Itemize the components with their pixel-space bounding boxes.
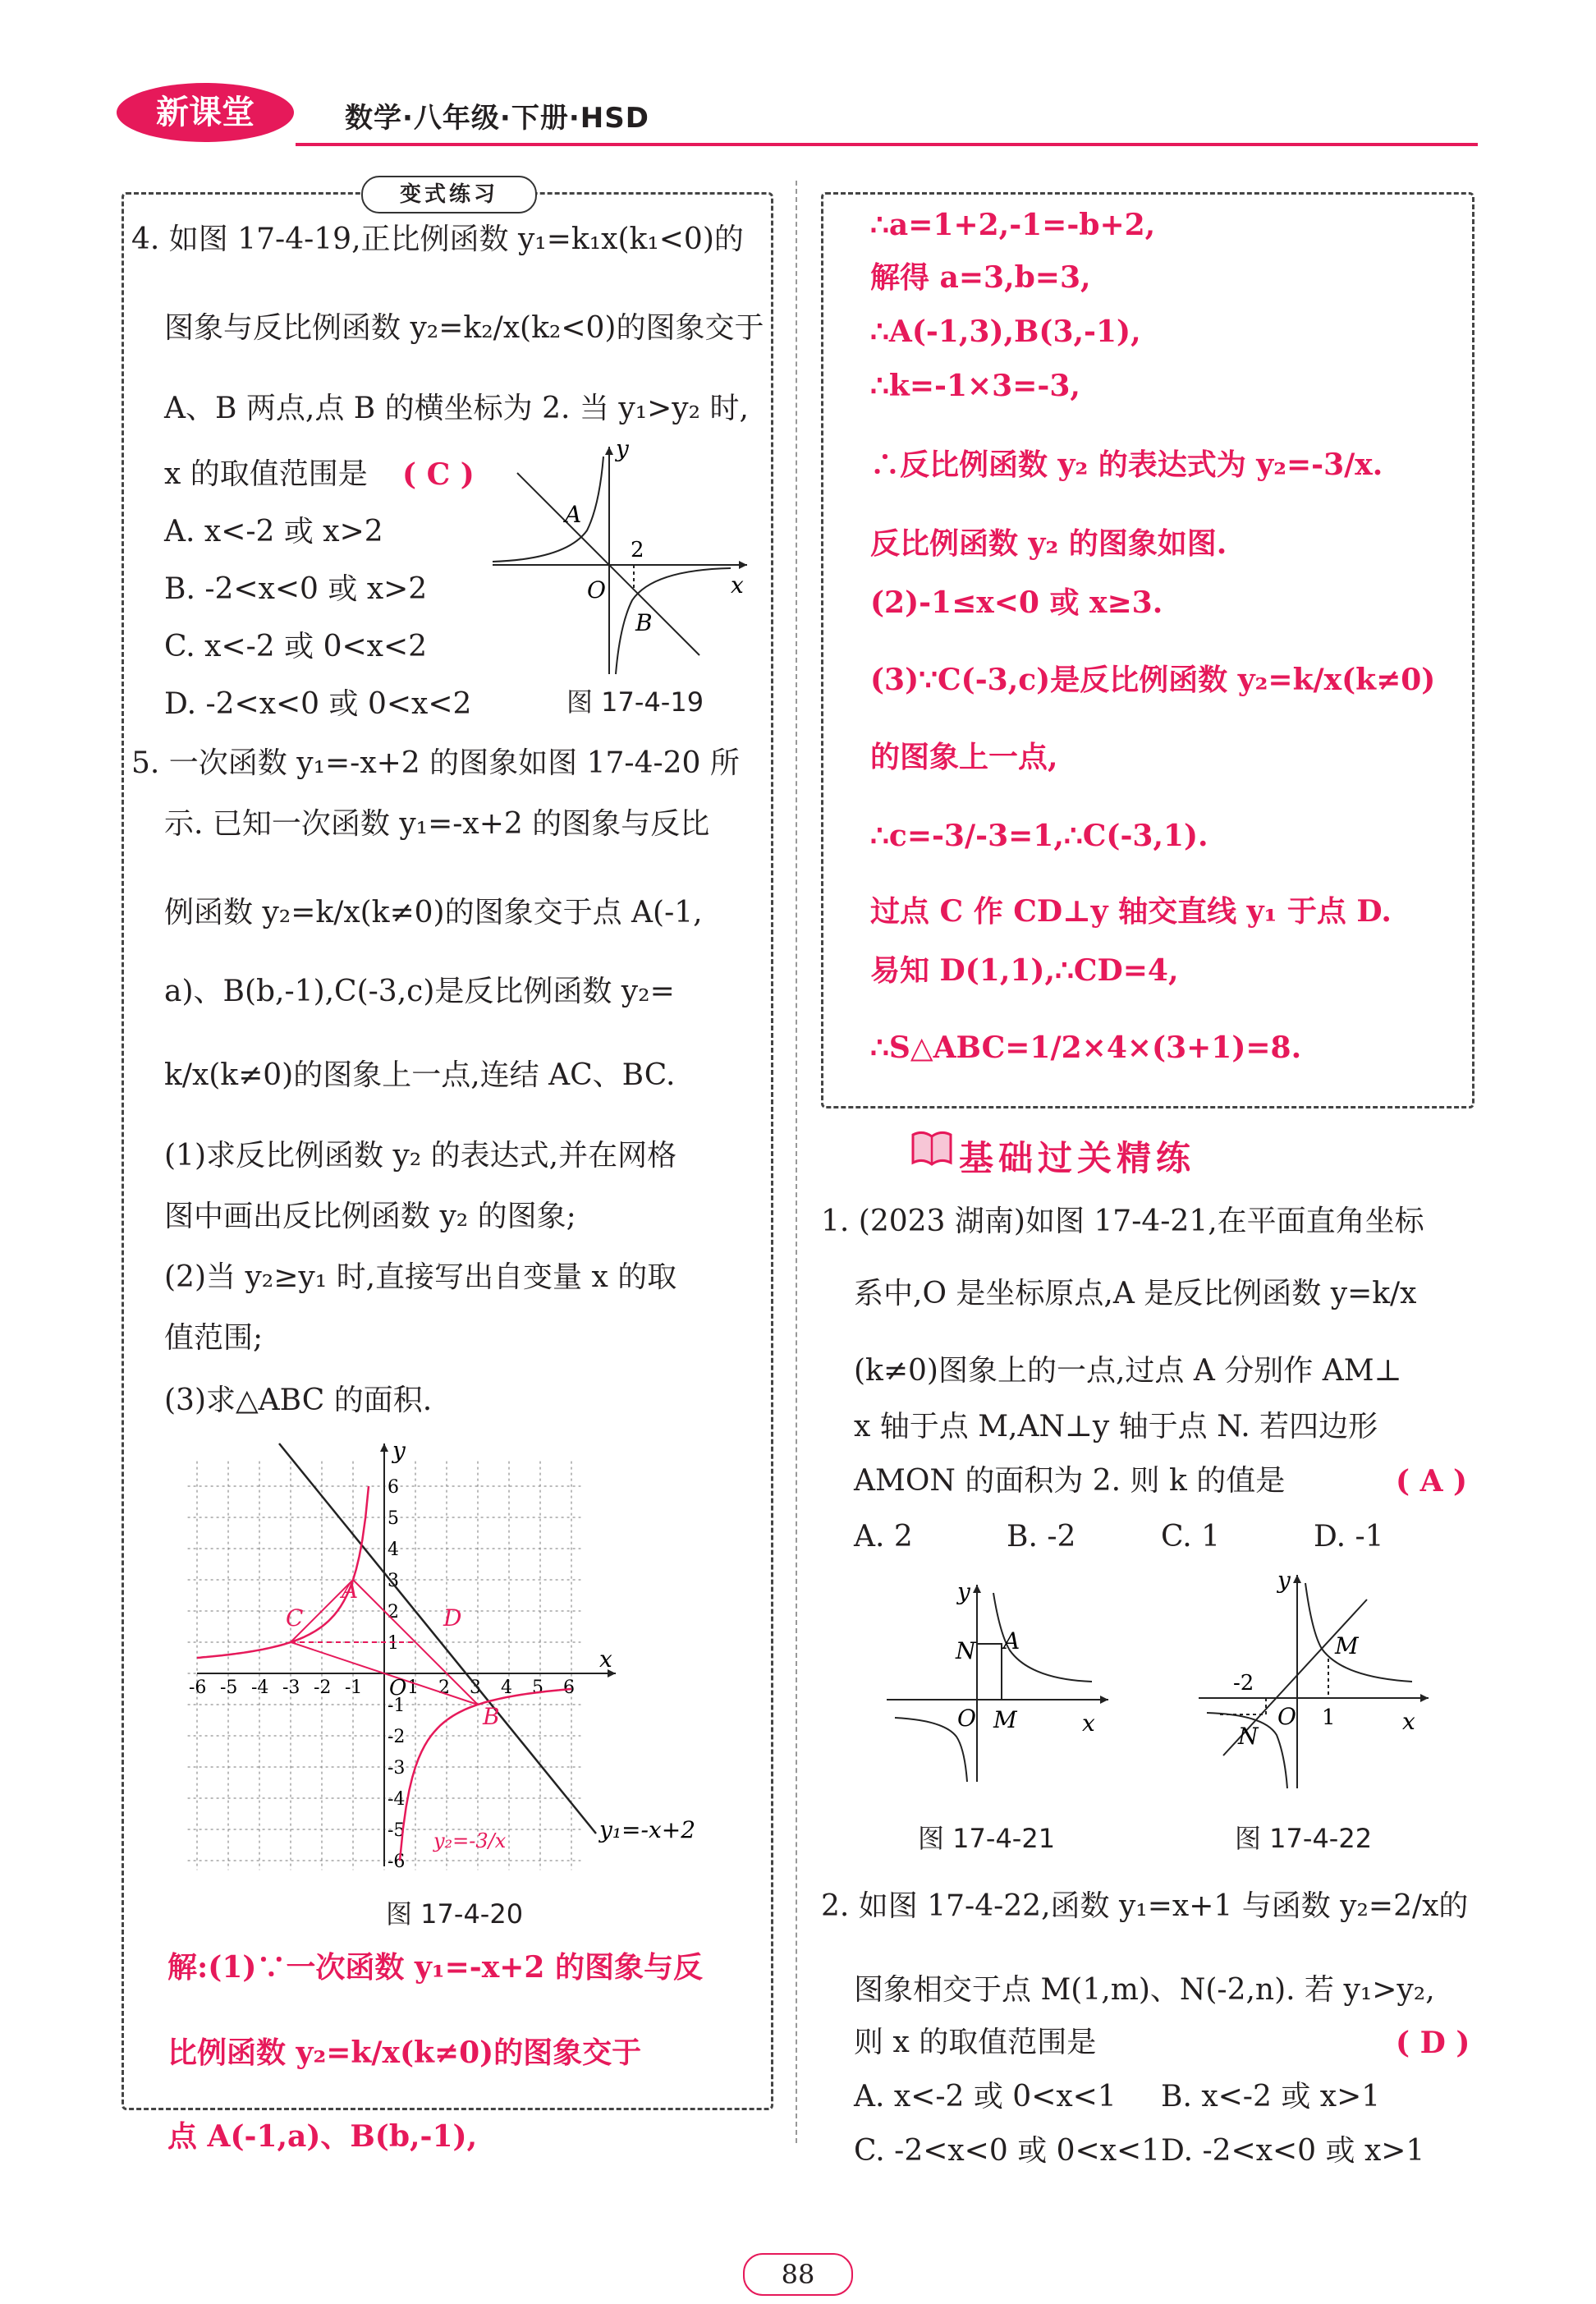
fig20-y-tick-label: -2 — [388, 1727, 406, 1747]
fig21-origin-label: O — [957, 1705, 976, 1732]
header-divider — [296, 143, 1478, 146]
q5-line-7: 图中画出反比例函数 y₂ 的图象; — [164, 1200, 576, 1233]
logo — [115, 80, 296, 145]
fig20-y-tick-label: -5 — [388, 1820, 406, 1841]
q4-line-2: 图象与反比例函数 y₂=k₂/x(k₂<0)的图象交于 — [164, 311, 764, 345]
fig20-x-tick-label: 2 — [438, 1678, 450, 1698]
right-solution-line-12: 易知 D(1,1),∴CD=4, — [870, 953, 1179, 988]
fig20-hyperbola-left-branch — [197, 1486, 369, 1658]
fig20-point-d-label: D — [443, 1604, 462, 1632]
fig20-y-tick-label: 2 — [388, 1602, 399, 1622]
figure-17-4-20-svg — [189, 1435, 739, 1872]
right-solution-line-9: 的图象上一点, — [870, 740, 1058, 774]
r-q1-option-b: B. -2 — [1007, 1520, 1076, 1554]
fig20-ticks — [189, 1477, 575, 1872]
section-title: 基础过关精练 — [959, 1138, 1196, 1178]
fig20-x-tick-label: -2 — [314, 1678, 332, 1698]
figure-17-4-20-caption: 图 17-4-20 — [386, 1898, 524, 1930]
q4-answer: ( C ) — [402, 457, 475, 492]
q5-line-6: (1)求反比例函数 y₂ 的表达式,并在网格 — [164, 1139, 677, 1173]
r-q2-line-2: 图象相交于点 M(1,m)、N(-2,n). 若 y₁>y₂, — [854, 1973, 1435, 2007]
r-q2-option-d: D. -2<x<0 或 x>1 — [1161, 2134, 1425, 2168]
r-q1-line-5: AMON 的面积为 2. 则 k 的值是 — [854, 1464, 1286, 1498]
q5-line-3: 例函数 y₂=k/x(k≠0)的图象交于点 A(-1, — [164, 896, 703, 929]
r-q1-line-3: (k≠0)图象上的一点,过点 A 分别作 AM⊥ — [854, 1354, 1402, 1388]
right-solution-line-13: ∴S△ABC=1/2×4×(3+1)=8. — [870, 1030, 1302, 1065]
fig20-x-tick-label: -3 — [282, 1678, 300, 1698]
variant-practice-tag: 变式练习 — [361, 176, 537, 213]
fig22-x-label: x — [1402, 1708, 1415, 1735]
right-solution-line-7: (2)-1≤x<0 或 x≥3. — [870, 585, 1163, 620]
figure-17-4-21-caption: 图 17-4-21 — [918, 1823, 1056, 1854]
fig20-y-tick-label: -4 — [388, 1789, 406, 1810]
q4-option-d: D. -2<x<0 或 0<x<2 — [164, 687, 472, 721]
r-q2-answer: ( D ) — [1396, 2026, 1470, 2060]
right-solution-line-10: ∴c=-3/-3=1,∴C(-3,1). — [870, 819, 1208, 853]
r-q2-line-1: 2. 如图 17-4-22,函数 y₁=x+1 与函数 y₂=2/x的 — [821, 1889, 1469, 1923]
fig20-point-a-label: A — [342, 1577, 359, 1604]
right-solution-line-3: ∴A(-1,3),B(3,-1), — [870, 314, 1141, 349]
fig20-x-tick-label: 6 — [563, 1678, 575, 1698]
right-solution-line-8: (3)∵C(-3,c)是反比例函数 y₂=k/x(k≠0) — [870, 663, 1436, 697]
fig20-y-tick-label: 1 — [388, 1633, 399, 1654]
fig20-y-tick-label: -3 — [388, 1758, 406, 1778]
fig20-y-tick-label: -6 — [388, 1852, 406, 1872]
book-icon — [910, 1127, 954, 1169]
fig20-y-tick-label: 4 — [388, 1540, 399, 1560]
figure-17-4-19-caption: 图 17-4-19 — [566, 686, 704, 718]
fig20-x-tick-label: -5 — [220, 1678, 238, 1698]
fig19-tick-2-label: 2 — [631, 538, 644, 562]
r-q1-answer: ( A ) — [1396, 1464, 1468, 1499]
figure-17-4-20 — [189, 1435, 739, 1872]
r-q1-line-2: 系中,O 是坐标原点,A 是反比例函数 y=k/x — [854, 1277, 1417, 1310]
r-q1-option-d: D. -1 — [1314, 1520, 1384, 1554]
logo-text: 新课堂 — [156, 94, 255, 131]
fig20-x-tick-label: -6 — [189, 1678, 207, 1698]
fig20-line-label: y₁=-x+2 — [599, 1816, 696, 1843]
column-divider — [796, 181, 797, 2143]
q4-line-3: A、B 两点,点 B 的横坐标为 2. 当 y₁>y₂ 时, — [164, 392, 749, 425]
right-solution-line-1: ∴a=1+2,-1=-b+2, — [870, 208, 1156, 242]
fig21-point-n-label: N — [956, 1637, 976, 1664]
fig20-point-c-label: C — [286, 1604, 304, 1632]
figure-17-4-22 — [1190, 1567, 1437, 1797]
fig20-y-tick-label: 3 — [388, 1571, 399, 1591]
fig19-x-label: x — [731, 571, 744, 599]
r-q2-option-b: B. x<-2 或 x>1 — [1161, 2080, 1381, 2114]
fig21-point-m-label: M — [993, 1706, 1017, 1733]
fig22-tick-1-label: 1 — [1322, 1705, 1336, 1730]
q5-solution-line-1: 解:(1)∵一次函数 y₁=-x+2 的图象与反 — [167, 1950, 703, 1985]
right-solution-line-4: ∴k=-1×3=-3, — [870, 369, 1080, 403]
fig21-y-label: y — [957, 1578, 970, 1605]
right-solution-line-6: 反比例函数 y₂ 的图象如图. — [870, 526, 1227, 561]
right-solution-line-5: ∴反比例函数 y₂ 的表达式为 y₂=-3/x. — [870, 447, 1383, 482]
figure-17-4-19 — [484, 435, 755, 678]
r-q2-option-c: C. -2<x<0 或 0<x<1 — [854, 2134, 1161, 2168]
q5-line-1: 5. 一次函数 y₁=-x+2 的图象如图 17-4-20 所 — [131, 746, 740, 780]
fig19-point-a-label: A — [565, 501, 582, 528]
fig20-x-tick-label: 5 — [532, 1678, 543, 1698]
fig20-y-tick-label: 6 — [388, 1477, 399, 1498]
r-q1-option-c: C. 1 — [1161, 1520, 1221, 1554]
q5-line-10: (3)求△ABC 的面积. — [164, 1384, 433, 1417]
fig20-origin-label: O — [389, 1676, 407, 1700]
header-subtitle: 数学·八年级·下册·HSD — [345, 102, 649, 135]
fig20-x-label: x — [599, 1645, 612, 1673]
figure-17-4-22-caption: 图 17-4-22 — [1235, 1823, 1373, 1854]
fig19-origin-label: O — [587, 576, 606, 604]
fig20-x-tick-label: 4 — [501, 1678, 512, 1698]
fig20-y-tick-label: -1 — [388, 1696, 406, 1716]
fig20-x-tick-label: -4 — [251, 1678, 269, 1698]
q4-line-4: x 的取值范围是 — [164, 457, 368, 491]
r-q2-line-3: 则 x 的取值范围是 — [854, 2026, 1097, 2059]
q5-line-4: a)、B(b,-1),C(-3,c)是反比例函数 y₂= — [164, 975, 675, 1008]
fig22-y-label: y — [1277, 1567, 1291, 1594]
fig22-tick-neg2-label: -2 — [1233, 1671, 1254, 1696]
r-q2-option-a: A. x<-2 或 0<x<1 — [854, 2080, 1117, 2114]
fig21-point-a-label: A — [1003, 1627, 1020, 1655]
q5-line-8: (2)当 y₂≥y₁ 时,直接写出自变量 x 的取 — [164, 1260, 677, 1294]
fig20-curve-label: y₂=-3/x — [433, 1829, 507, 1852]
q5-solution-line-2: 比例函数 y₂=k/x(k≠0)的图象交于 — [167, 2036, 642, 2070]
fig21-x-label: x — [1082, 1710, 1095, 1737]
q5-solution-line-3: 点 A(-1,a)、B(b,-1), — [167, 2119, 478, 2154]
fig20-y-tick-label: 5 — [388, 1508, 399, 1529]
right-solution-line-2: 解得 a=3,b=3, — [870, 260, 1091, 295]
q4-option-a: A. x<-2 或 x>2 — [164, 515, 383, 548]
r-q1-option-a: A. 2 — [854, 1520, 913, 1554]
q5-line-2: 示. 已知一次函数 y₁=-x+2 的图象与反比 — [164, 807, 710, 841]
figure-17-4-21 — [878, 1577, 1117, 1790]
r-q1-line-4: x 轴于点 M,AN⊥y 轴于点 N. 若四边形 — [854, 1410, 1378, 1443]
fig20-x-tick-label: 1 — [407, 1678, 419, 1698]
q4-line-1: 4. 如图 17-4-19,正比例函数 y₁=k₁x(k₁<0)的 — [131, 223, 744, 256]
page-number: 88 — [743, 2253, 853, 2296]
fig19-point-b-label: B — [635, 609, 653, 636]
r-q1-line-1: 1. (2023 湖南)如图 17-4-21,在平面直角坐标 — [821, 1205, 1424, 1238]
q5-line-5: k/x(k≠0)的图象上一点,连结 AC、BC. — [164, 1058, 676, 1092]
q4-option-c: C. x<-2 或 0<x<2 — [164, 630, 428, 663]
fig19-y-label: y — [616, 435, 629, 462]
fig20-point-b-label: B — [483, 1703, 500, 1730]
fig20-x-tick-label: -1 — [345, 1678, 363, 1698]
q5-line-9: 值范围; — [164, 1321, 264, 1355]
right-solution-line-11: 过点 C 作 CD⊥y 轴交直线 y₁ 于点 D. — [870, 894, 1392, 929]
fig20-x-tick-label: 3 — [470, 1678, 481, 1698]
fig20-linear-graph — [279, 1443, 596, 1834]
fig22-point-n-label: N — [1238, 1723, 1259, 1750]
q4-option-b: B. -2<x<0 或 x>2 — [164, 572, 428, 606]
fig22-origin-label: O — [1277, 1703, 1296, 1730]
fig22-point-m-label: M — [1335, 1632, 1359, 1659]
fig20-y-label: y — [392, 1437, 406, 1464]
